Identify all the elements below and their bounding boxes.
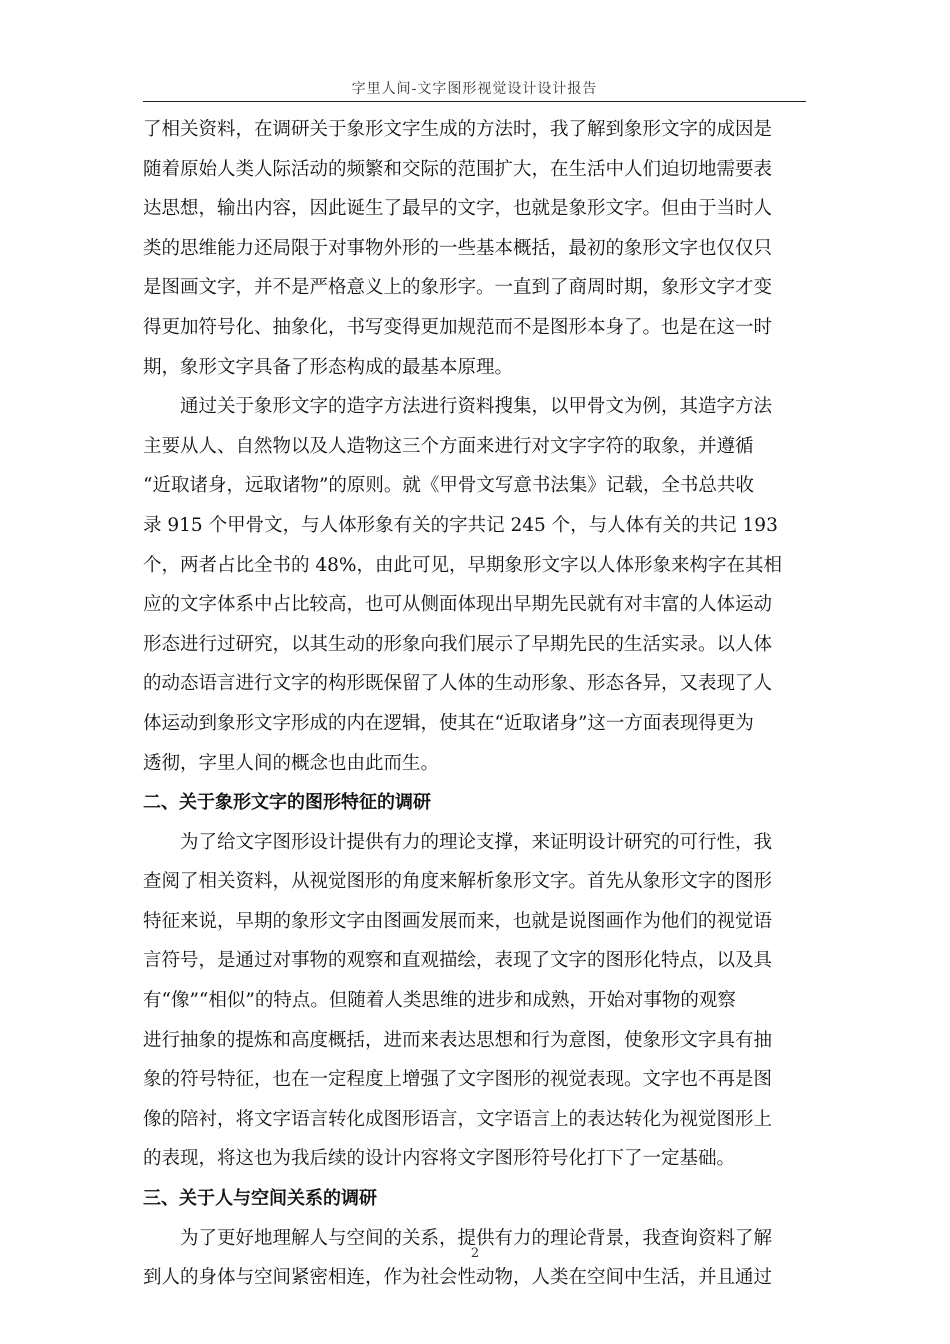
paragraph-line: 期，象形文字具备了形态构成的最基本原理。	[143, 356, 514, 378]
page-number: 2	[470, 1246, 480, 1261]
paragraph-line: 的表现，将这也为我后续的设计内容将文字图形符号化打下了一定基础。	[143, 1148, 736, 1170]
paragraph-first-line: 为了给文字图形设计提供有力的理论支撑，来证明设计研究的可行性，我	[180, 831, 773, 853]
section-heading: 二、关于象形文字的图形特征的调研	[143, 792, 431, 814]
paragraph-first-line: 为了更好地理解人与空间的关系，提供有力的理论背景，我查询资料了解	[180, 1227, 773, 1249]
paragraph-first-line: 通过关于象形文字的造字方法进行资料搜集，以甲骨文为例，其造字方法	[180, 396, 773, 418]
paragraph-line: 有“像”“相似”的特点。但随着人类思维的进步和成熟，开始对事物的观察	[143, 990, 736, 1012]
running-header: 字里人间-文字图形视觉设计设计报告	[351, 81, 598, 97]
paragraph-line: “近取诸身，远取诸物”的原则。就《甲骨文写意书法集》记载，全书总共收	[143, 475, 754, 497]
paragraph-line: 进行抽象的提炼和高度概括，进而来表达思想和行为意图，使象形文字具有抽	[143, 1029, 773, 1051]
paragraph-line: 的动态语言进行文字的构形既保留了人体的生动形象、形态各异，又表现了人	[143, 673, 773, 695]
paragraph-line: 达思想，输出内容，因此诞生了最早的文字，也就是象形文字。但由于当时人	[143, 198, 773, 220]
paragraph-line: 言符号，是通过对事物的观察和直观描绘，表现了文字的图形化特点，以及具	[143, 950, 773, 972]
paragraph-line: 随着原始人类人际活动的频繁和交际的范围扩大，在生活中人们迫切地需要表	[143, 158, 773, 180]
header-divider	[143, 101, 806, 102]
paragraph-line: 录 915 个甲骨文，与人体形象有关的字共记 245 个，与人体有关的共记 193	[143, 514, 778, 536]
paragraph-line: 像的陪衬，将文字语言转化成图形语言，文字语言上的表达转化为视觉图形上	[143, 1108, 773, 1130]
paragraph-line: 透彻，字里人间的概念也由此而生。	[143, 752, 440, 774]
paragraph-line: 应的文字体系中占比较高，也可从侧面体现出早期先民就有对丰富的人体运动	[143, 594, 773, 616]
document-body	[143, 110, 806, 1298]
paragraph-line: 类的思维能力还局限于对事物外形的一些基本概括，最初的象形文字也仅仅只	[143, 237, 773, 259]
section-heading: 三、关于人与空间关系的调研	[143, 1188, 377, 1210]
paragraph-line: 到人的身体与空间紧密相连，作为社会性动物，人类在空间中生活，并且通过	[143, 1267, 773, 1289]
paragraph-line: 特征来说，早期的象形文字由图画发展而来，也就是说图画作为他们的视觉语	[143, 910, 773, 932]
paragraph-line: 是图画文字，并不是严格意义上的象形字。一直到了商周时期，象形文字才变	[143, 277, 773, 299]
paragraph-line: 体运动到象形文字形成的内在逻辑，使其在“近取诸身”这一方面表现得更为	[143, 712, 754, 734]
paragraph-line: 主要从人、自然物以及人造物这三个方面来进行对文字字符的取象，并遵循	[143, 435, 754, 457]
paragraph-line: 查阅了相关资料，从视觉图形的角度来解析象形文字。首先从象形文字的图形	[143, 871, 773, 893]
paragraph-line: 得更加符号化、抽象化，书写变得更加规范而不是图形本身了。也是在这一时	[143, 316, 773, 338]
paragraph-line: 了相关资料，在调研关于象形文字生成的方法时，我了解到象形文字的成因是	[143, 119, 773, 140]
paragraph-line: 象的符号特征，也在一定程度上增强了文字图形的视觉表现。文字也不再是图	[143, 1069, 773, 1091]
paragraph-line: 形态进行过研究，以其生动的形象向我们展示了早期先民的生活实录。以人体	[143, 633, 773, 655]
paragraph-line: 个，两者占比全书的 48%，由此可见，早期象形文字以人体形象来构字在其相	[143, 554, 783, 576]
